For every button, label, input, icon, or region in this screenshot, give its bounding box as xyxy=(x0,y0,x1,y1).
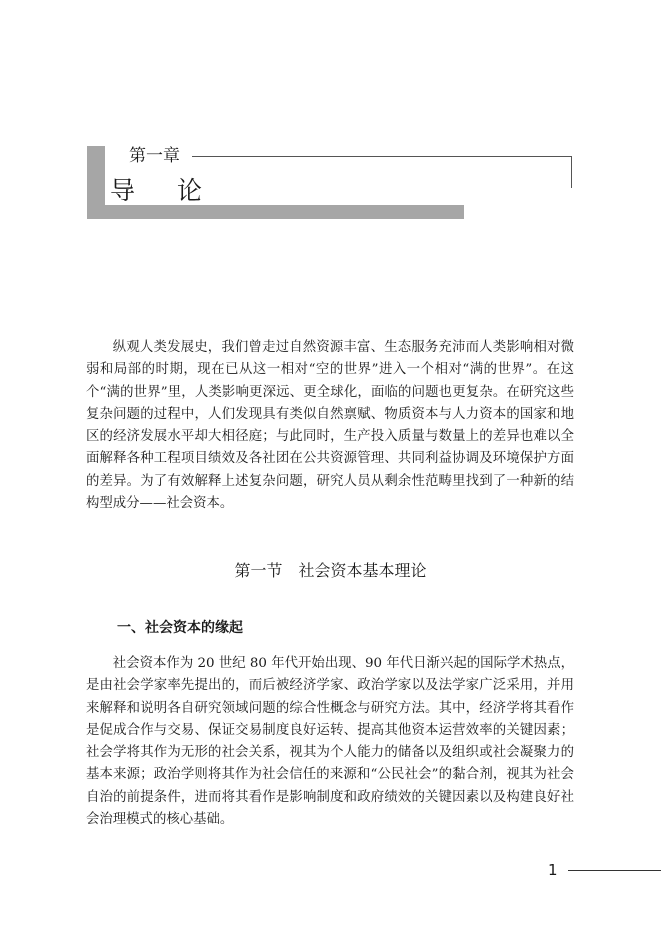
page-number-rule xyxy=(568,870,661,871)
page-number: 1 xyxy=(548,861,558,879)
chapter-decoration-line-right xyxy=(571,156,572,188)
chapter-decoration-line-top xyxy=(192,156,572,157)
section-title: 第一节 社会资本基本理论 xyxy=(234,561,427,580)
subsection-title: 一、社会资本的缘起 xyxy=(117,620,243,636)
body-paragraph: 社会资本作为 20 世纪 80 年代开始出现、90 年代日渐兴起的国际学术热点，是由社会学家率先提出的，而后被经济学家、政治学家以及法学家广泛采用，并用来解释和说明各自研究领域问题的综合性概念与研究方法。其中，经济学将其看作是促成合作与交易、保证交易制度良好运转、提高其他资本运营效率的关键因素；社会学将其作为无形的社会关系，视其为个人能力的储备以及组织或社会凝聚力的基本来源；政治学则将其作为社会信任的来源和“公民社会”的黏合剂，视其为社会自治的前提条件，进而将其看作是影响制度和政府绩效的关键因素以及构建良好社会治理模式的核心基础。 xyxy=(86,656,574,828)
chapter-title: 导论 xyxy=(110,176,245,205)
intro-paragraph: 纵观人类发展史，我们曾走过自然资源丰富、生态服务充沛而人类影响相对微弱和局部的时期，现在已从这一相对“空的世界”进入一个相对“满的世界”。在这个“满的世界”里，人类影响更深远、更全球化，面临的问题也更复杂。在研究这些复杂问题的过程中，人们发现具有类似自然禀赋、物质资本与人力资本的国家和地区的经济发展水平却大相径庭；与此同时，生产投入质量与数量上的差异也难以全面解释各种工程项目绩效及各社团在公共资源管理、共同利益协调及环境保护方面的差异。为了有效解释上述复杂问题，研究人员从剩余性范畴里找到了一种新的结构型成分——社会资本。 xyxy=(86,340,574,512)
chapter-label: 第一章 xyxy=(129,144,184,168)
chapter-decoration-bar-bottom xyxy=(87,205,464,219)
